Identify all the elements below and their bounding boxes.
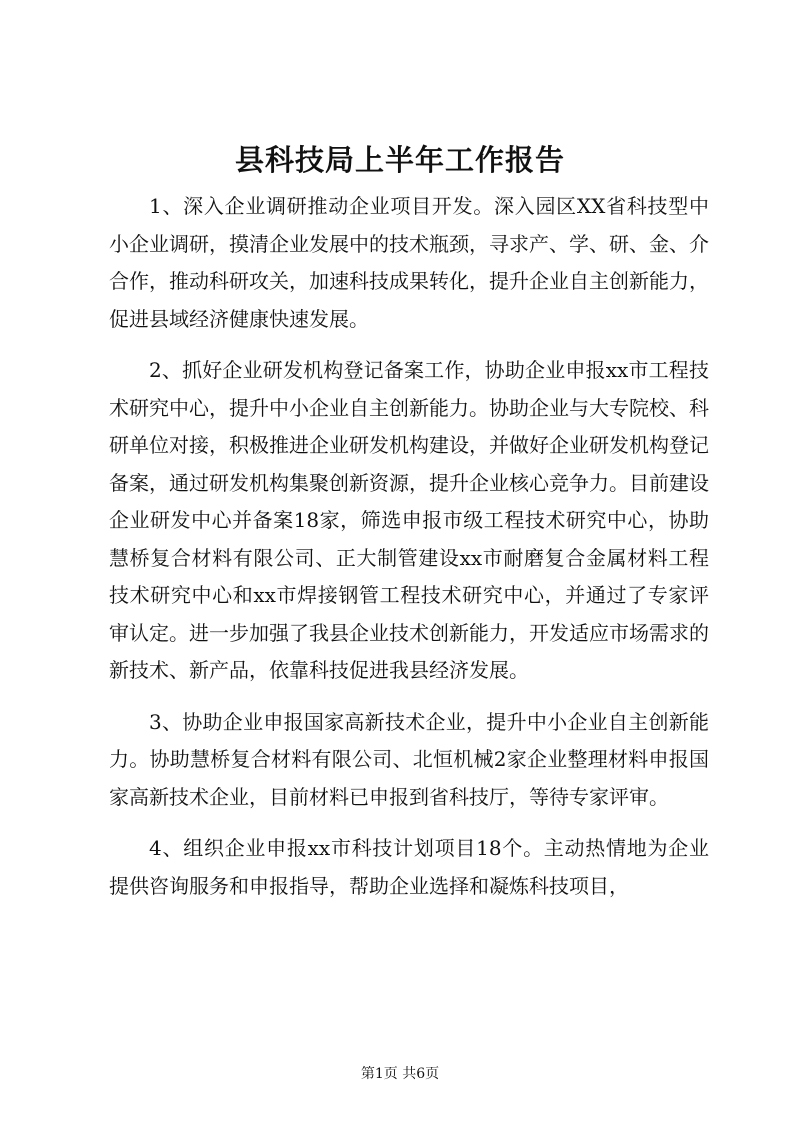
page-number-footer: 第1页 共6页 xyxy=(360,1066,440,1082)
paragraph-2: 2、抓好企业研发机构登记备案工作，协助企业申报xx市工程技术研究中心，提升中小企业自主创新能力。协助企业与大专院校、科研单位对接，积极推进企业研发机构建设，并做好企业研发机构登记备案，通过研发机构集聚创新资源，提升企业核心竞争力。目前建设企业研发中心并备案18家，筛选申报市级工程技术研究中心，协助慧桥复合材料有限公司、正大制管建设xx市耐磨复合金属材料工程技术研究中心和xx市焊接钢管工程技术研究中心，并通过了专家评审认定。进一步加强了我县企业技术创新能力，开发适应市场需求的新技术、新产品，依靠科技促进我县经济发展。 xyxy=(109,358,709,682)
paragraph-1: 1、深入企业调研推动企业项目开发。深入园区XX省科技型中小企业调研，摸清企业发展中的技术瓶颈，寻求产、学、研、金、介合作，推动科研攻关，加速科技成果转化，提升企业自主创新能力，促进县域经济健康快速发展。 xyxy=(109,194,709,331)
paragraph-3: 3、协助企业申报国家高新技术企业，提升中小企业自主创新能力。协助慧桥复合材料有限公司、北恒机械2家企业整理材料申报国家高新技术企业，目前材料已申报到省科技厅，等待专家评审。 xyxy=(109,709,709,809)
document-title: 县科技局上半年工作报告 xyxy=(234,143,565,177)
document-body xyxy=(109,188,709,919)
paragraph-4: 4、组织企业申报xx市科技计划项目18个。主动热情地为企业提供咨询服务和申报指导，帮助企业选择和凝炼科技项目， xyxy=(109,836,709,898)
